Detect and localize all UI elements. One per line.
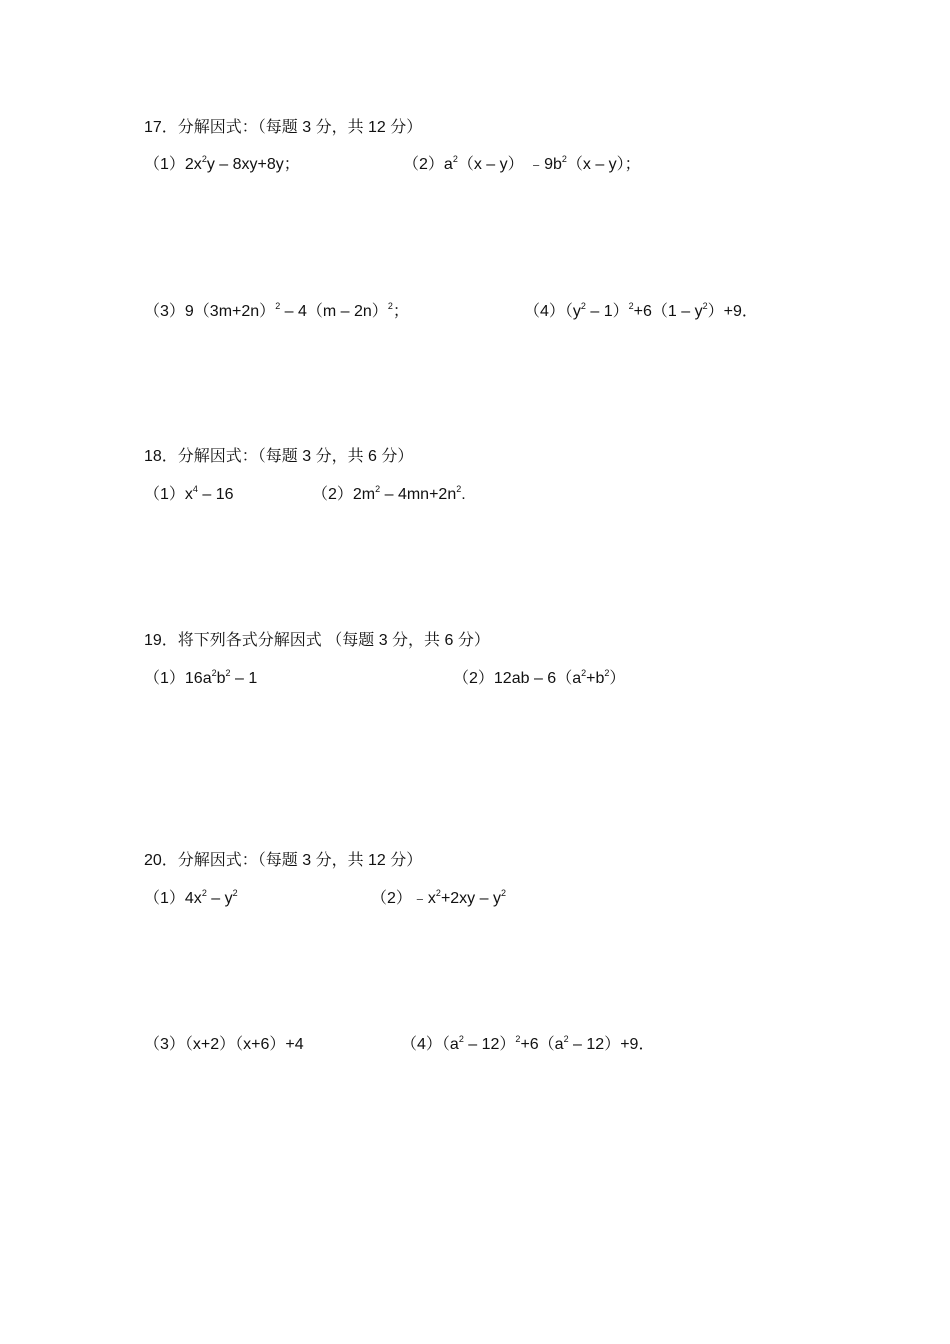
q19-item-2: $(2)12ab - 6(a^2+b^2)$ [453, 668, 626, 687]
q17-item-1: $(1)2x^2y - 8xy+8y$； [144, 154, 300, 173]
q17-item-2: $(2)a^2(x - y)$ $﹣9b^2(x - y)$； [403, 154, 641, 173]
q18-item-2: $(2)2m^2 - 4mn+2n^2$. [312, 484, 466, 503]
q17-item-4-label: （4） [524, 303, 565, 320]
q17-item-2-label: （2） [403, 156, 444, 173]
q20-item-3-label: （3） [144, 1036, 185, 1053]
q17-item-4: $(4)(y^2 - 1)^2+6(1 - y^2)+9$． [524, 301, 758, 320]
q20-item-1: $(1)4x^2 - y^2$ [144, 888, 238, 907]
q20-header: 20．分解因式：（每题 3 分，共 12 分） [144, 852, 423, 869]
q20-item-4: $(4)(a^2 - 12)^2+6(a^2 - 12)+9$． [401, 1034, 655, 1053]
q17-item-3-label: （3） [144, 303, 185, 320]
q17-header: 17．分解因式：（每题 3 分，共 12 分） [144, 119, 423, 136]
q20-item-1-label: （1） [144, 890, 185, 907]
q20-item-4-label: （4） [401, 1036, 442, 1053]
q20-item-2-label: （2） [371, 890, 412, 907]
q19-item-1: $(1)16a^2b^2 - 1$ [144, 668, 258, 687]
q18-item-1: $(1)x^4 - 16$ [144, 484, 234, 503]
q17-item-3: $(3)9(3m+2n)^2 - 4(m - 2n)^2$； [144, 301, 409, 320]
q19-item-1-label: （1） [144, 670, 185, 687]
q17-item-1-label: （1） [144, 156, 185, 173]
q18-item-1-label: （1） [144, 486, 185, 503]
q18-header: 18．分解因式：（每题 3 分，共 6 分） [144, 448, 414, 465]
q19-item-2-label: （2） [453, 670, 494, 687]
q19-header: 19．将下列各式分解因式 （每题 3 分，共 6 分） [144, 632, 490, 649]
q20-item-3: （3）（x+2）（x+6）+4 [144, 1036, 304, 1053]
q18-item-2-label: （2） [312, 486, 353, 503]
q20-item-2: $(2)﹣x^2+2xy - y^2$ [371, 888, 506, 907]
